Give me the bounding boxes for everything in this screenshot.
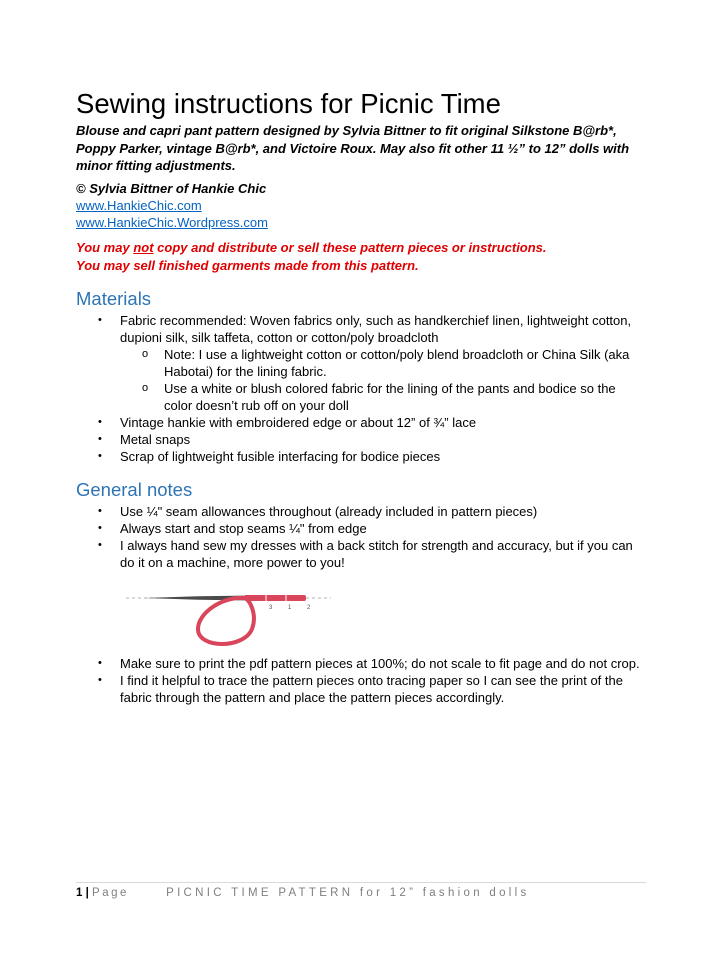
page-number: 1	[76, 887, 83, 899]
stitch-label: 1	[288, 605, 292, 611]
list-item: • Scrap of lightweight fusible interfacing for bodice pieces	[98, 449, 441, 464]
bullet-icon: •	[98, 522, 102, 534]
subtitle: Blouse and capri pant pattern designed by Sylvia Bittner to fit original Silkstone B@rb*, Poppy Parker, vintage B@rb*, and Victoire Roux. May also fit other 11 ½” to 12” dolls with minor fitting adjustments.	[76, 123, 630, 173]
bullet-icon: •	[98, 433, 102, 445]
bullet-icon: •	[98, 674, 102, 686]
page-footer	[76, 886, 530, 900]
list-item: • I always hand sew my dresses with a back stitch for strength and accuracy, but if you can do it on a machine, more power to you!	[98, 538, 633, 570]
footer-title: PICNIC TIME PATTERN for 12” fashion dolls	[166, 887, 530, 899]
list-item: • Always start and stop seams ¼" from edge	[98, 521, 367, 536]
stitch-label: 2	[307, 605, 311, 611]
bullet-icon: •	[98, 539, 102, 551]
materials-heading: Materials	[76, 288, 152, 309]
general-notes-heading: General notes	[76, 479, 193, 500]
materials-list	[76, 312, 646, 465]
warning-line-2: You may sell finished garments made from this pattern.	[76, 257, 419, 273]
sub-bullet-icon: o	[142, 382, 149, 394]
footer-divider	[76, 882, 646, 883]
blog-link[interactable]: www.HankieChic.Wordpress.com	[76, 215, 268, 230]
website-link[interactable]: www.HankieChic.com	[76, 198, 202, 213]
thread-stitches	[244, 595, 306, 601]
bullet-icon: •	[98, 416, 102, 428]
warning-line-1: You may not copy and distribute or sell these pattern pieces or instructions.	[76, 240, 547, 255]
thread-loop	[198, 598, 254, 644]
backstitch-illustration	[126, 583, 336, 649]
page-title: Sewing instructions for Picnic Time	[76, 88, 501, 119]
footer-separator: |	[85, 887, 89, 899]
sub-bullet-icon: o	[142, 348, 149, 360]
bullet-icon: •	[98, 505, 102, 517]
bullet-icon: •	[98, 450, 102, 462]
sub-list-item: o Note: I use a lightweight cotton or cotton/poly blend broadcloth or China Silk (aka Habotai) for the lining fabric.	[142, 347, 630, 379]
bullet-icon: •	[98, 657, 102, 669]
page-word: Page	[92, 887, 129, 899]
list-item: • I find it helpful to trace the pattern pieces onto tracing paper so I can see the print of the fabric through the pattern and place the pattern pieces accordingly.	[98, 673, 623, 705]
list-item: • Vintage hankie with embroidered edge or about 12” of ¾” lace	[98, 415, 477, 430]
list-item: • Metal snaps	[98, 432, 191, 447]
copyright-line: © Sylvia Bittner of Hankie Chic	[76, 181, 267, 196]
bullet-icon: •	[98, 314, 102, 326]
copyright-warning	[76, 239, 547, 274]
sub-list-item: o Use a white or blush colored fabric for the lining of the pants and bodice so the color doesn’t rub off on your doll	[142, 381, 616, 413]
general-notes-list-continued	[76, 655, 646, 706]
stitch-label: 3	[269, 605, 273, 611]
general-notes-list	[76, 503, 646, 571]
list-item: • Use ¼" seam allowances throughout (already included in pattern pieces)	[98, 504, 538, 519]
list-item: • Fabric recommended: Woven fabrics only, such as handkerchief linen, lightweight cotton, dupioni silk, silk taffeta, cotton or cotton/poly broadcloth	[98, 313, 632, 345]
list-item: • Make sure to print the pdf pattern pieces at 100%; do not scale to fit page and do not crop.	[98, 656, 640, 671]
